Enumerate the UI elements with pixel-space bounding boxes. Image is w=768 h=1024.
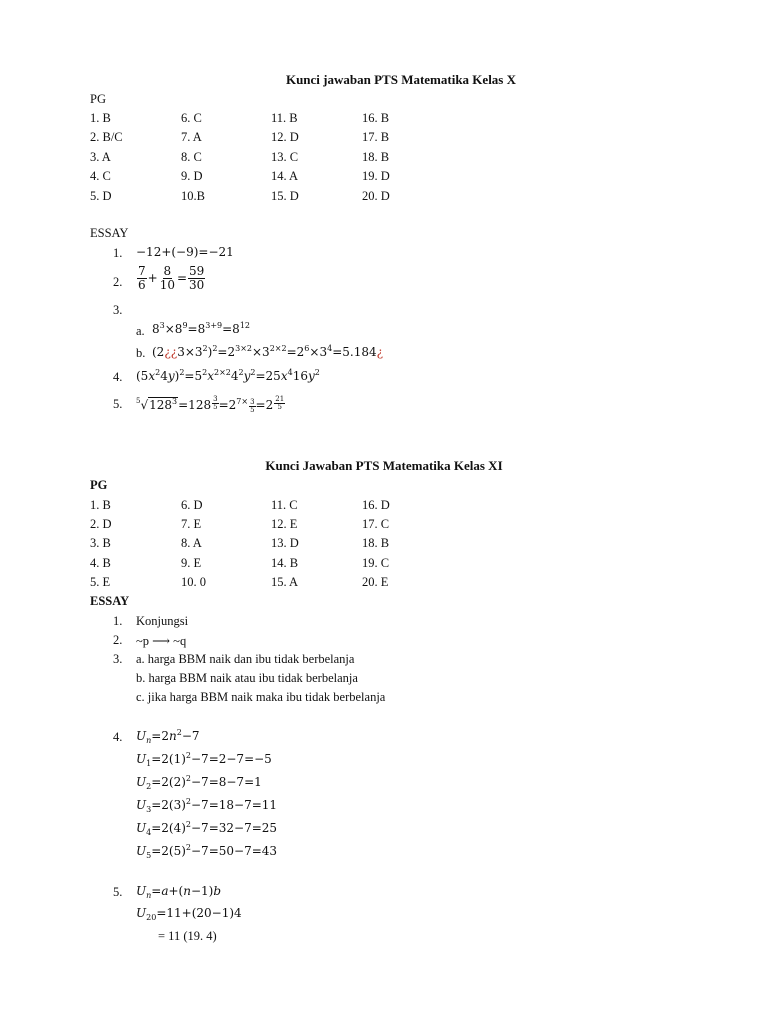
essay-answer-3a: $8^3\times 8^9=8^{3+9}=8^{12}$ [152, 321, 251, 336]
answer-cell: 20. E [362, 575, 389, 589]
essay-answer-4-u4: $U_4=2(4)^2-7=32-7=25$ [136, 820, 278, 837]
answer-cell: 18. B [362, 150, 390, 164]
answer-cell: 19. C [362, 556, 390, 570]
answer-cell: 3. B [90, 536, 111, 550]
answer-cell: 9. D [181, 169, 203, 183]
essay-number: 2. [113, 275, 123, 289]
essay-number: 3. [113, 652, 123, 666]
answer-cell: 16. D [362, 498, 390, 512]
answer-cell: 14. A [271, 169, 299, 183]
answer-cell: 5. E [90, 575, 111, 589]
answer-cell: 20. D [362, 189, 390, 203]
answer-cell: 14. B [271, 556, 299, 570]
answer-cell: 1. B [90, 498, 111, 512]
essay-answer-4-u3: $U_3=2(3)^2-7=18-7=11$ [136, 797, 278, 814]
answer-cell: 18. B [362, 536, 390, 550]
answer-cell: 12. D [271, 130, 299, 144]
answer-cell: 13. D [271, 536, 299, 550]
essay-answer-5-u20: $U_{20}=11+(20-1)4$ [136, 906, 242, 922]
answer-cell: 12. E [271, 517, 298, 531]
essay-answer-4-formula: $U_n=2n^2-7$ [136, 728, 200, 745]
essay-answer-3b: b. harga BBM naik atau ibu tidak berbelanja [136, 671, 358, 685]
section2-title: Kunci Jawaban PTS Matematika Kelas XI [265, 458, 503, 473]
answer-cell: 1. B [90, 111, 111, 125]
answer-cell: 16. B [362, 111, 390, 125]
answer-cell: 3. A [90, 150, 111, 164]
answer-cell: 9. E [181, 556, 202, 570]
essay-answer-5-formula: $U_n=a+(n-1)b$ [136, 884, 222, 900]
essay-number: 4. [113, 370, 123, 384]
essay-answer-3b: $(2¿¿3\times 3^2)^2=2^{3\times 2}\times 3^{2\times 2}=2^6\times 3^4=5.184¿$ [152, 344, 384, 359]
answer-cell: 4. C [90, 169, 111, 183]
answer-cell: 8. C [181, 150, 202, 164]
answer-cell: 13. C [271, 150, 299, 164]
answer-cell: 11. B [271, 111, 298, 125]
essay-answer-1: Konjungsi [136, 614, 189, 628]
essay-answer-3c: c. jika harga BBM naik maka ibu tidak berbelanja [136, 690, 386, 704]
essay-answer-4-u1: $U_1=2(1)^2-7=2-7=-5$ [136, 751, 272, 768]
essay-number: 1. [113, 614, 123, 628]
answer-cell: 2. D [90, 517, 112, 531]
answer-cell: 6. C [181, 111, 202, 125]
answer-cell: 15. A [271, 575, 299, 589]
essay-number: 5. [113, 885, 123, 899]
essay-number: 4. [113, 730, 123, 744]
essay-answer-4-u2: $U_2=2(2)^2-7=8-7=1$ [136, 774, 262, 791]
essay-answer-2: ~p ⟶ ~q [136, 634, 187, 648]
answer-cell: 11. C [271, 498, 298, 512]
answer-cell: 10. 0 [181, 575, 206, 589]
answer-cell: 17. C [362, 517, 390, 531]
answer-cell: 17. B [362, 130, 390, 144]
essay-answer-2: $\frac{7}{6}$ + $\frac{8}{10}$ = $\frac{59}{30}$ [138, 264, 205, 292]
essay-number: 5. [113, 397, 123, 411]
essay-sub-label: a. [136, 324, 145, 338]
answer-cell: 15. D [271, 189, 299, 203]
essay-answer-4-u5: $U_5=2(5)^2-7=50-7=43$ [136, 843, 278, 860]
section1-pg-label: PG [90, 92, 106, 106]
section1-title: Kunci jawaban PTS Matematika Kelas X [285, 72, 517, 87]
answer-cell: 6. D [181, 498, 203, 512]
essay-answer-1: −12+(−9)=−21 [136, 245, 234, 259]
section2-essay-label: ESSAY [90, 594, 130, 608]
essay-answer-5: $^5√128^3=128$ $\frac{3}{5}$ $=2^{7\times \frac{3}{5}}$ =2 $\frac{21}{5}$ [136, 395, 285, 414]
answer-cell: 19. D [362, 169, 390, 183]
essay-sub-label: b. [136, 346, 146, 360]
section2-pg-label: PG [90, 478, 108, 492]
answer-cell: 5. D [90, 189, 112, 203]
essay-number: 1. [113, 246, 123, 260]
section1-essay-label: ESSAY [90, 226, 129, 240]
answer-cell: 8. A [181, 536, 202, 550]
essay-answer-4: $(5x^24y)^2=5^2x^{2\times 2}4^2y^2=25x^416y^2$ [136, 368, 320, 383]
answer-cell: 7. E [181, 517, 202, 531]
essay-number: 3. [113, 303, 123, 317]
answer-cell: 7. A [181, 130, 202, 144]
answer-cell: 4. B [90, 556, 111, 570]
answer-cell: 10.B [181, 189, 205, 203]
answer-cell: 2. B/C [90, 130, 123, 144]
essay-number: 2. [113, 633, 123, 647]
essay-answer-5-result: = 11 (19. 4) [158, 929, 217, 943]
essay-answer-3a: a. harga BBM naik dan ibu tidak berbelanja [136, 652, 355, 666]
